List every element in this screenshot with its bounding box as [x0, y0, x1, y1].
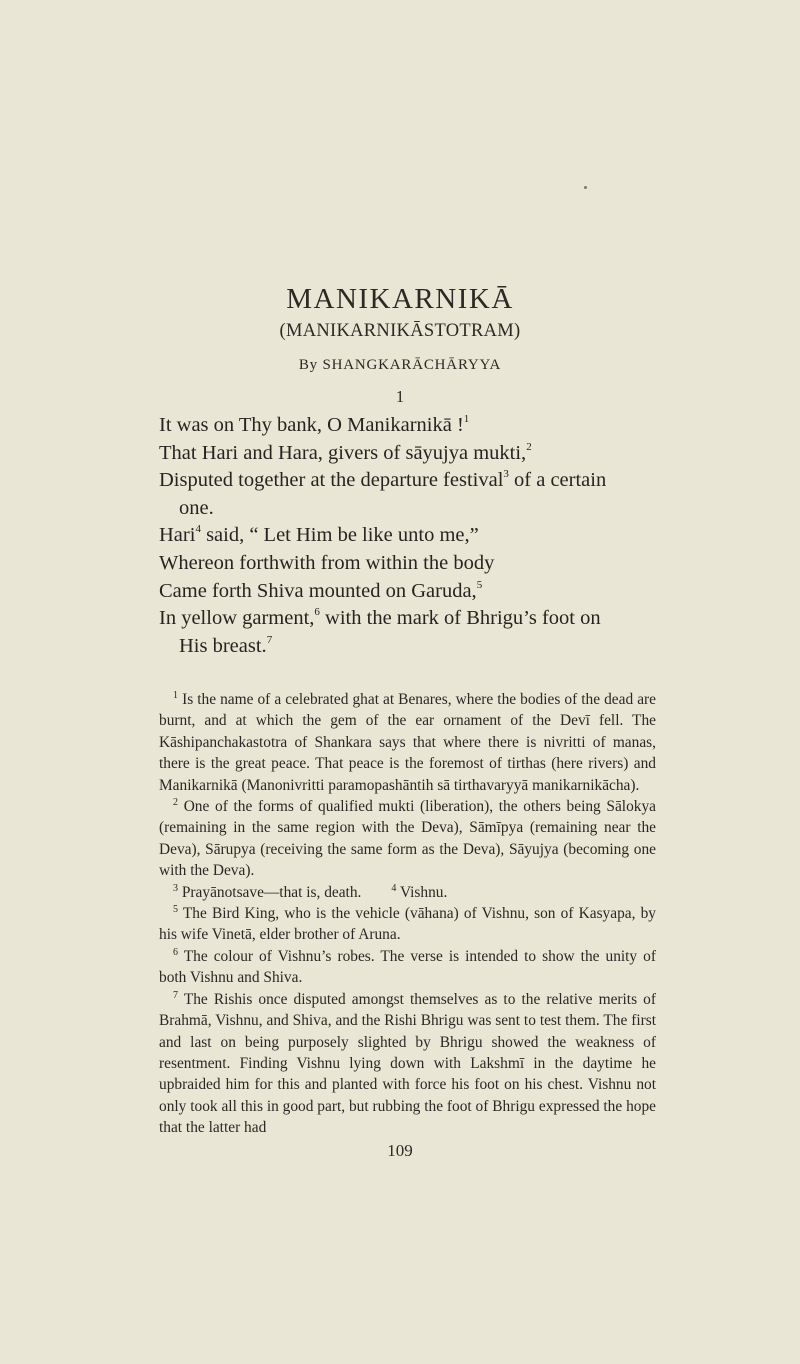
footnote-marker: 1 [463, 413, 470, 425]
footnote-number: 5 [173, 904, 178, 916]
footnote-number: 4 [391, 882, 397, 894]
verse-line: That Hari and Hara, givers of sāyujya mukti,$^2$ [159, 440, 532, 464]
footnote: $^6$ The colour of Vishnu’s robes. The verse is intended to show the unity of both Vishnu and Shiva. [159, 946, 656, 987]
page-number: 109 [387, 1141, 413, 1160]
footnote: $^1$ Is the name of a celebrated ghat at Benares, where the bodies of the dead are burnt, and at which the gem of the ear ornament of the Devī fell. The Kāshipanchakastotra of Shankara says that where there is nivritti of manas, there is the great peace. That peace is the foremost of tirthas (here rivers) and Manikarnikā (Manonivritti paramopashāntih sā tirthavaryyā manikarnikācha). [159, 690, 656, 794]
verse-text [159, 412, 659, 660]
verse-line: His breast.$^7$ [179, 633, 273, 657]
page-title: MANIKARNIKĀ [286, 283, 514, 315]
footnote-marker: 7 [266, 633, 273, 646]
page-subtitle: (MANIKARNIKĀSTOTRAM) [279, 321, 521, 341]
footnote: $^3$ Prayānotsave—that is, death. [173, 882, 362, 901]
footnote-marker: 5 [476, 578, 483, 591]
verse-line: In yellow garment,$^6$ with the mark of Bhrigu’s foot on [159, 606, 601, 630]
verse-line: It was on Thy bank, O Manikarnikā !$^1$ [159, 413, 470, 436]
verse-line: Disputed together at the departure festival$^3$ of a certain [159, 468, 607, 492]
footnote: $^4$ Vishnu. [391, 882, 448, 901]
footnote-marker: 3 [503, 468, 509, 481]
footnote-number: 1 [173, 690, 178, 701]
verse-line: Whereon forthwith from within the body [159, 551, 495, 574]
footnote-marker: 4 [195, 523, 201, 536]
footnote: $^7$ The Rishis once disputed amongst themselves as to the relative merits of Brahmā, Vishnu, and Shiva, and the Rishi Bhrigu was sent to test them. The first and last on being purposely slighted by Bhrigu showed the weakness of resentment. Finding Vishnu lying down with Lakshmī in the daytime he upbraided him for this and planted with force his foot on his chest. Vishnu not only took all this in good part, but rubbing the foot of Bhrigu expressed the hope that the latter had [159, 989, 656, 1137]
paper-speck [584, 186, 587, 189]
footnote-number: 6 [173, 946, 178, 958]
author-byline: By SHANGKARĀCHĀRYYA [298, 357, 502, 373]
footnote-number: 7 [173, 989, 178, 1001]
verse-line: one. [179, 496, 214, 519]
footnote-marker: 6 [314, 606, 320, 619]
footnote: $^2$ One of the forms of qualified mukti (liberation), the others being Sālokya (remaining in the same region with the Deva), Sāmīpya (remaining near the Deva), Sārupya (receiving the same form as the Deva), Sāyujya (becoming one with the Deva). [159, 797, 656, 880]
footnote-number: 3 [173, 882, 178, 894]
footnotes [159, 689, 656, 1139]
footnote-number: 2 [173, 797, 178, 809]
verse-line: Hari$^4$ said, “ Let Him be like unto me,” [159, 523, 479, 547]
verse-line: Came forth Shiva mounted on Garuda,$^5$ [159, 578, 483, 602]
footnote-pair [159, 882, 656, 903]
footnote: $^5$ The Bird King, who is the vehicle (vāhana) of Vishnu, son of Kasyapa, by his wife Vinetā, elder brother of Aruna. [159, 904, 657, 944]
footnote-marker: 2 [526, 440, 532, 453]
verse-number: 1 [395, 387, 405, 406]
